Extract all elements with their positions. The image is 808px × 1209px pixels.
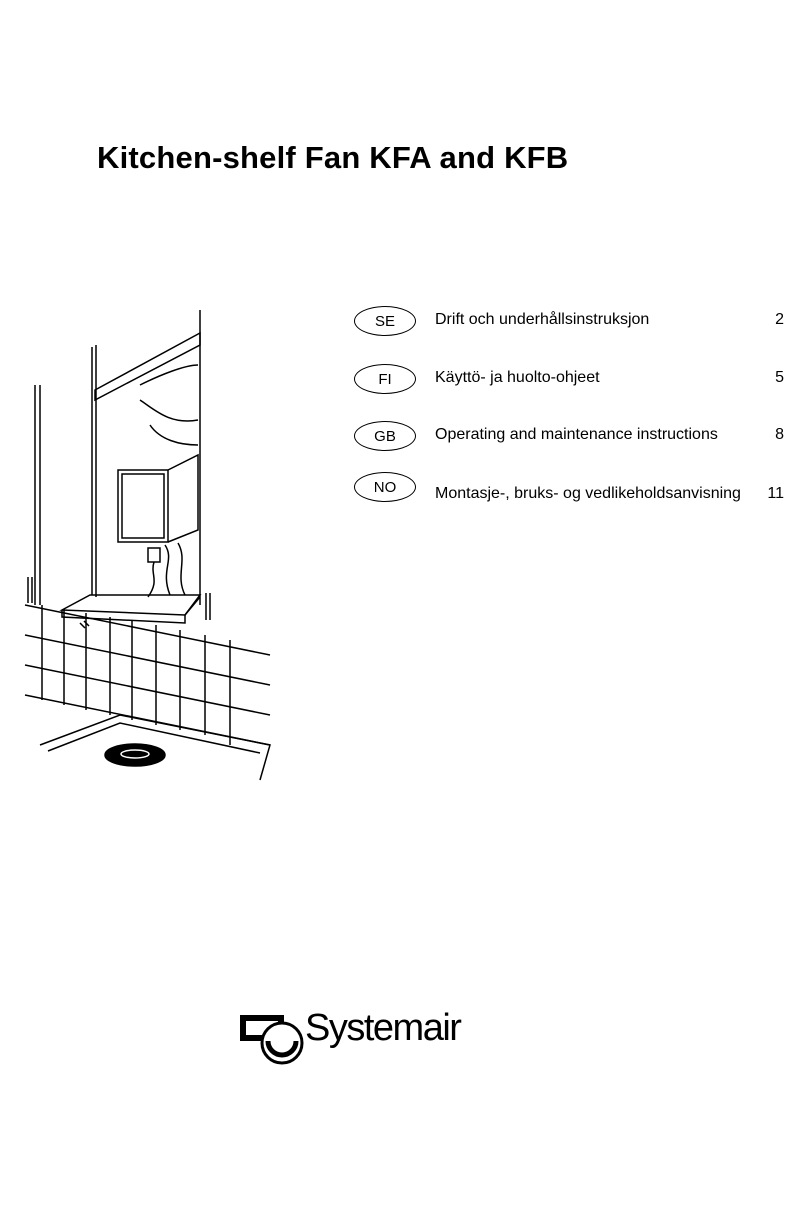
hood-curve-lower <box>140 400 198 421</box>
shelf-grille-mark <box>80 621 89 628</box>
fan-front-panel <box>118 470 168 542</box>
toc-entry-gb[interactable] <box>354 421 794 455</box>
duct-line-2 <box>178 543 185 595</box>
toc-entry-page: 5 <box>775 369 784 386</box>
brand-name: Systemair <box>305 1007 461 1049</box>
toc-entry-se[interactable] <box>354 306 794 340</box>
shelf-side <box>185 597 200 615</box>
language-badge: GB <box>354 421 416 451</box>
language-badge: FI <box>354 364 416 394</box>
cooktop-burner <box>105 744 165 766</box>
toc-entry-page: 11 <box>767 485 784 502</box>
power-cable <box>148 562 154 597</box>
hood-curve <box>140 365 198 385</box>
fan-side-panel <box>168 455 198 542</box>
duct-line <box>165 545 170 595</box>
tile-grid <box>42 605 230 745</box>
page-title: Kitchen-shelf Fan KFA and KFB <box>97 140 569 175</box>
hood-inner-curve <box>150 425 198 445</box>
cabinet-handle-right <box>206 593 210 620</box>
toc-entry-label: Drift och underhållsinstruksjon <box>435 311 650 328</box>
tile-line <box>25 665 270 715</box>
toc-entry-label: Operating and maintenance instructions <box>435 426 718 443</box>
toc-entry-label: Montasje-, bruks- og vedlikeholdsanvisning <box>435 485 741 502</box>
tile-line <box>25 635 270 685</box>
systemair-logo-mark <box>238 1005 304 1067</box>
cabinet-handle-left <box>28 577 32 603</box>
toc-entry-page: 8 <box>775 426 784 443</box>
kitchen-shelf-fan-illustration <box>20 305 320 785</box>
tile-line <box>25 605 270 655</box>
language-badge: SE <box>354 306 416 336</box>
power-plug <box>148 548 160 562</box>
toc-entry-fi[interactable] <box>354 364 794 398</box>
fan-front-panel-inner <box>122 474 164 538</box>
systemair-logo <box>238 1005 468 1067</box>
shelf-top <box>62 595 200 615</box>
toc-entry-page: 2 <box>775 311 784 328</box>
toc-entry-no[interactable] <box>354 472 794 506</box>
language-badge: NO <box>354 472 416 502</box>
toc-entry-label: Käyttö- ja huolto-ohjeet <box>435 369 600 386</box>
